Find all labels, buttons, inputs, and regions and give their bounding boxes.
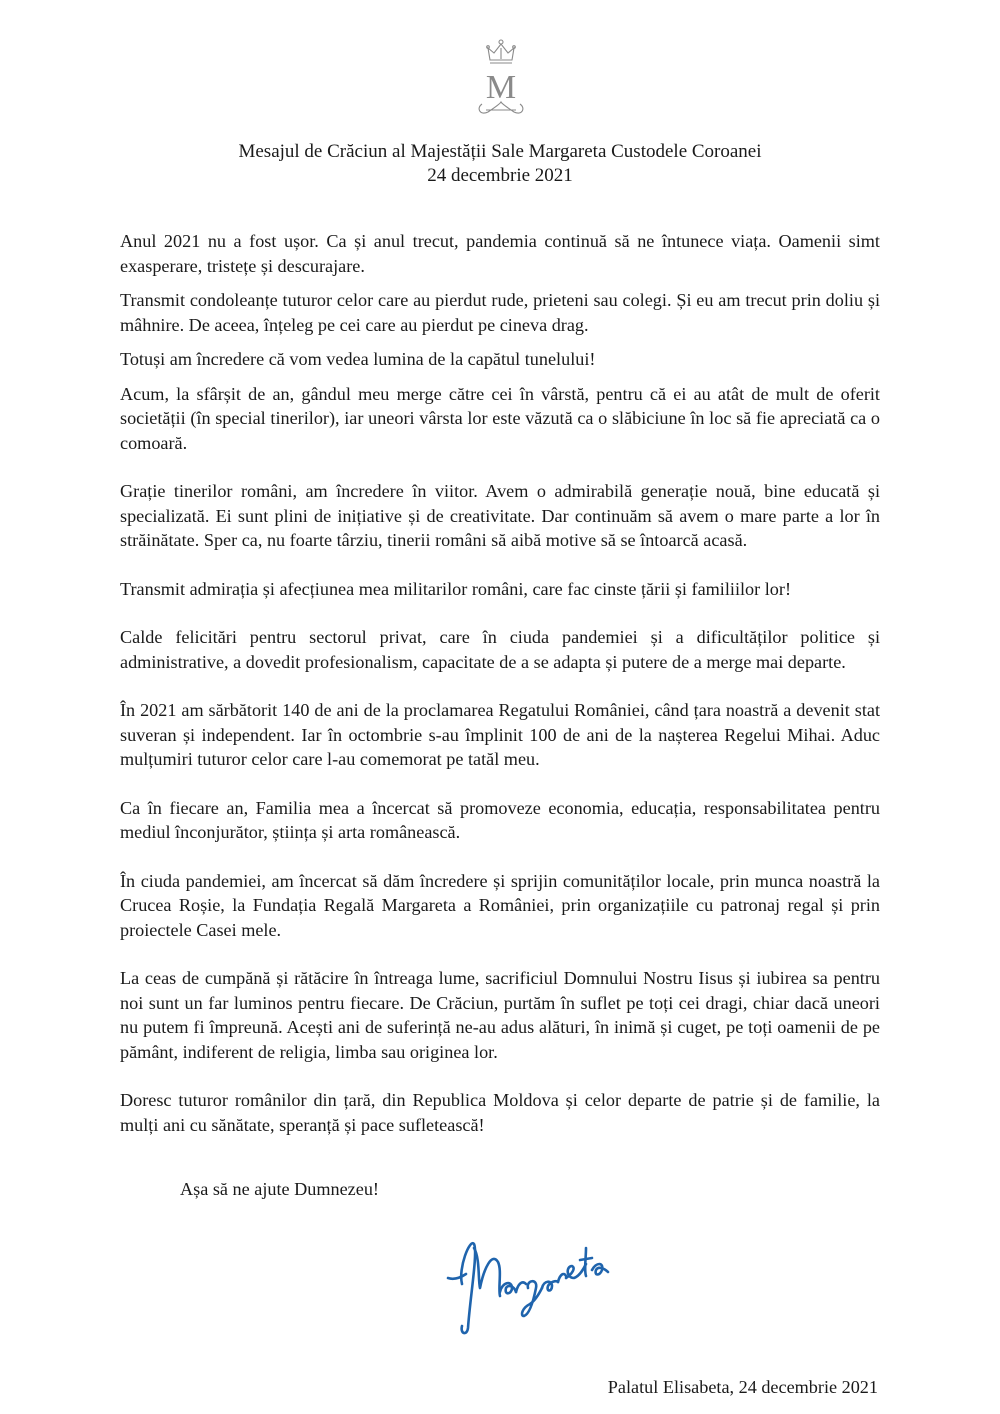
letter-title: Mesajul de Crăciun al Majestății Sale Margareta Custodele Coroanei (238, 141, 762, 162)
paragraph: Anul 2021 nu a fost ușor. Ca și anul trecut, pandemia continuă să ne întunece viața. Oamenii simt exasperare, tristețe și descurajare. (120, 231, 880, 276)
paragraph: Transmit condoleanțe tuturor celor care au pierdut rude, prieteni sau colegi. Și eu am trecut prin doliu și mâhnire. De aceea, înțeleg pe cei care au pierdut pe cineva drag. (120, 290, 880, 335)
paragraph: Transmit admirația și afecțiunea mea militarilor români, care fac cinste țării și familiilor lor! (120, 578, 792, 599)
place-and-date: Palatul Elisabeta, 24 decembrie 2021 (607, 1377, 878, 1397)
paragraph: Acum, la sfârșit de an, gândul meu merge către cei în vârstă, pentru că ei au atât de mult de oferit societății (în special tinerilor), iar uneori vârsta lor este văzută ca o slăbiciune în loc să fie apreciată ca o comoară. (120, 383, 880, 453)
letter-body (120, 229, 880, 1137)
handwritten-signature (440, 1218, 620, 1338)
paragraph: Grație tinerilor români, am încredere în viitor. Avem o admirabilă generație nouă, bine educată și specializată. Ei sunt plini de inițiative și de creativitate. Dar continuăm să avem o mare parte a lor în străinătate. Sper ca, nu foarte târziu, tinerii români să aibă motive să se întoarcă acasă. (120, 481, 880, 550)
paragraph: La ceas de cumpănă și rătăcire în întreaga lume, sacrificiul Domnului Nostru Iisus și iubirea sa pentru noi sunt un far luminos pentru fiecare. De Crăciun, purtăm în suflet pe toți cei dragi, chiar dacă uneori nu putem fi împreună. Acești ani de suferință ne-au adus alături, în inimă și cuget, pe toți oamenii de pe pământ, indiferent de religia, limba sau originea lor. (120, 968, 880, 1062)
paragraph: În 2021 am sărbătorit 140 de ani de la proclamarea Regatului României, când țara noastră a devenit stat suveran și independent. Iar în octombrie s-au împlinit 100 de ani de la nașterea Regelui Mihai. Aduc mulțumiri tuturor celor care l-au comemorat pe tatăl meu. (120, 700, 880, 769)
paragraph: În ciuda pandemiei, am încercat să dăm încredere și sprijin comunităților locale, prin munca noastră la Crucea Roșie, la Fundația Regală Margareta a României, prin organizațiile cu patronaj regal și prin proiectele Casei mele. (120, 870, 880, 940)
letter-header (0, 140, 1000, 188)
svg-text:M: M (485, 69, 517, 106)
paragraph: Doresc tuturor românilor din țară, din Republica Moldova și celor departe de patrie și de familie, la mulți ani cu sănătate, speranță și pace sufletească! (120, 1090, 880, 1135)
letter-date: 24 decembrie 2021 (427, 165, 573, 186)
paragraph: Calde felicitări pentru sectorul privat, care în ciuda pandemiei și a dificultăților politice și administrative, a dovedit profesionalism, capacitate de a se adapta și putere de a merge mai departe. (120, 627, 880, 672)
paragraph: Totuși am încredere că vom vedea lumina de la capătul tunelului! (120, 349, 596, 369)
royal-monogram (472, 38, 530, 118)
crown-icon (472, 38, 530, 118)
paragraph: Ca în fiecare an, Familia mea a încercat să promoveze economia, educația, responsabilitatea pentru mediul înconjurător, știința și arta românească. (120, 797, 880, 842)
closing-line: Așa să ne ajute Dumnezeu! (180, 1179, 379, 1199)
